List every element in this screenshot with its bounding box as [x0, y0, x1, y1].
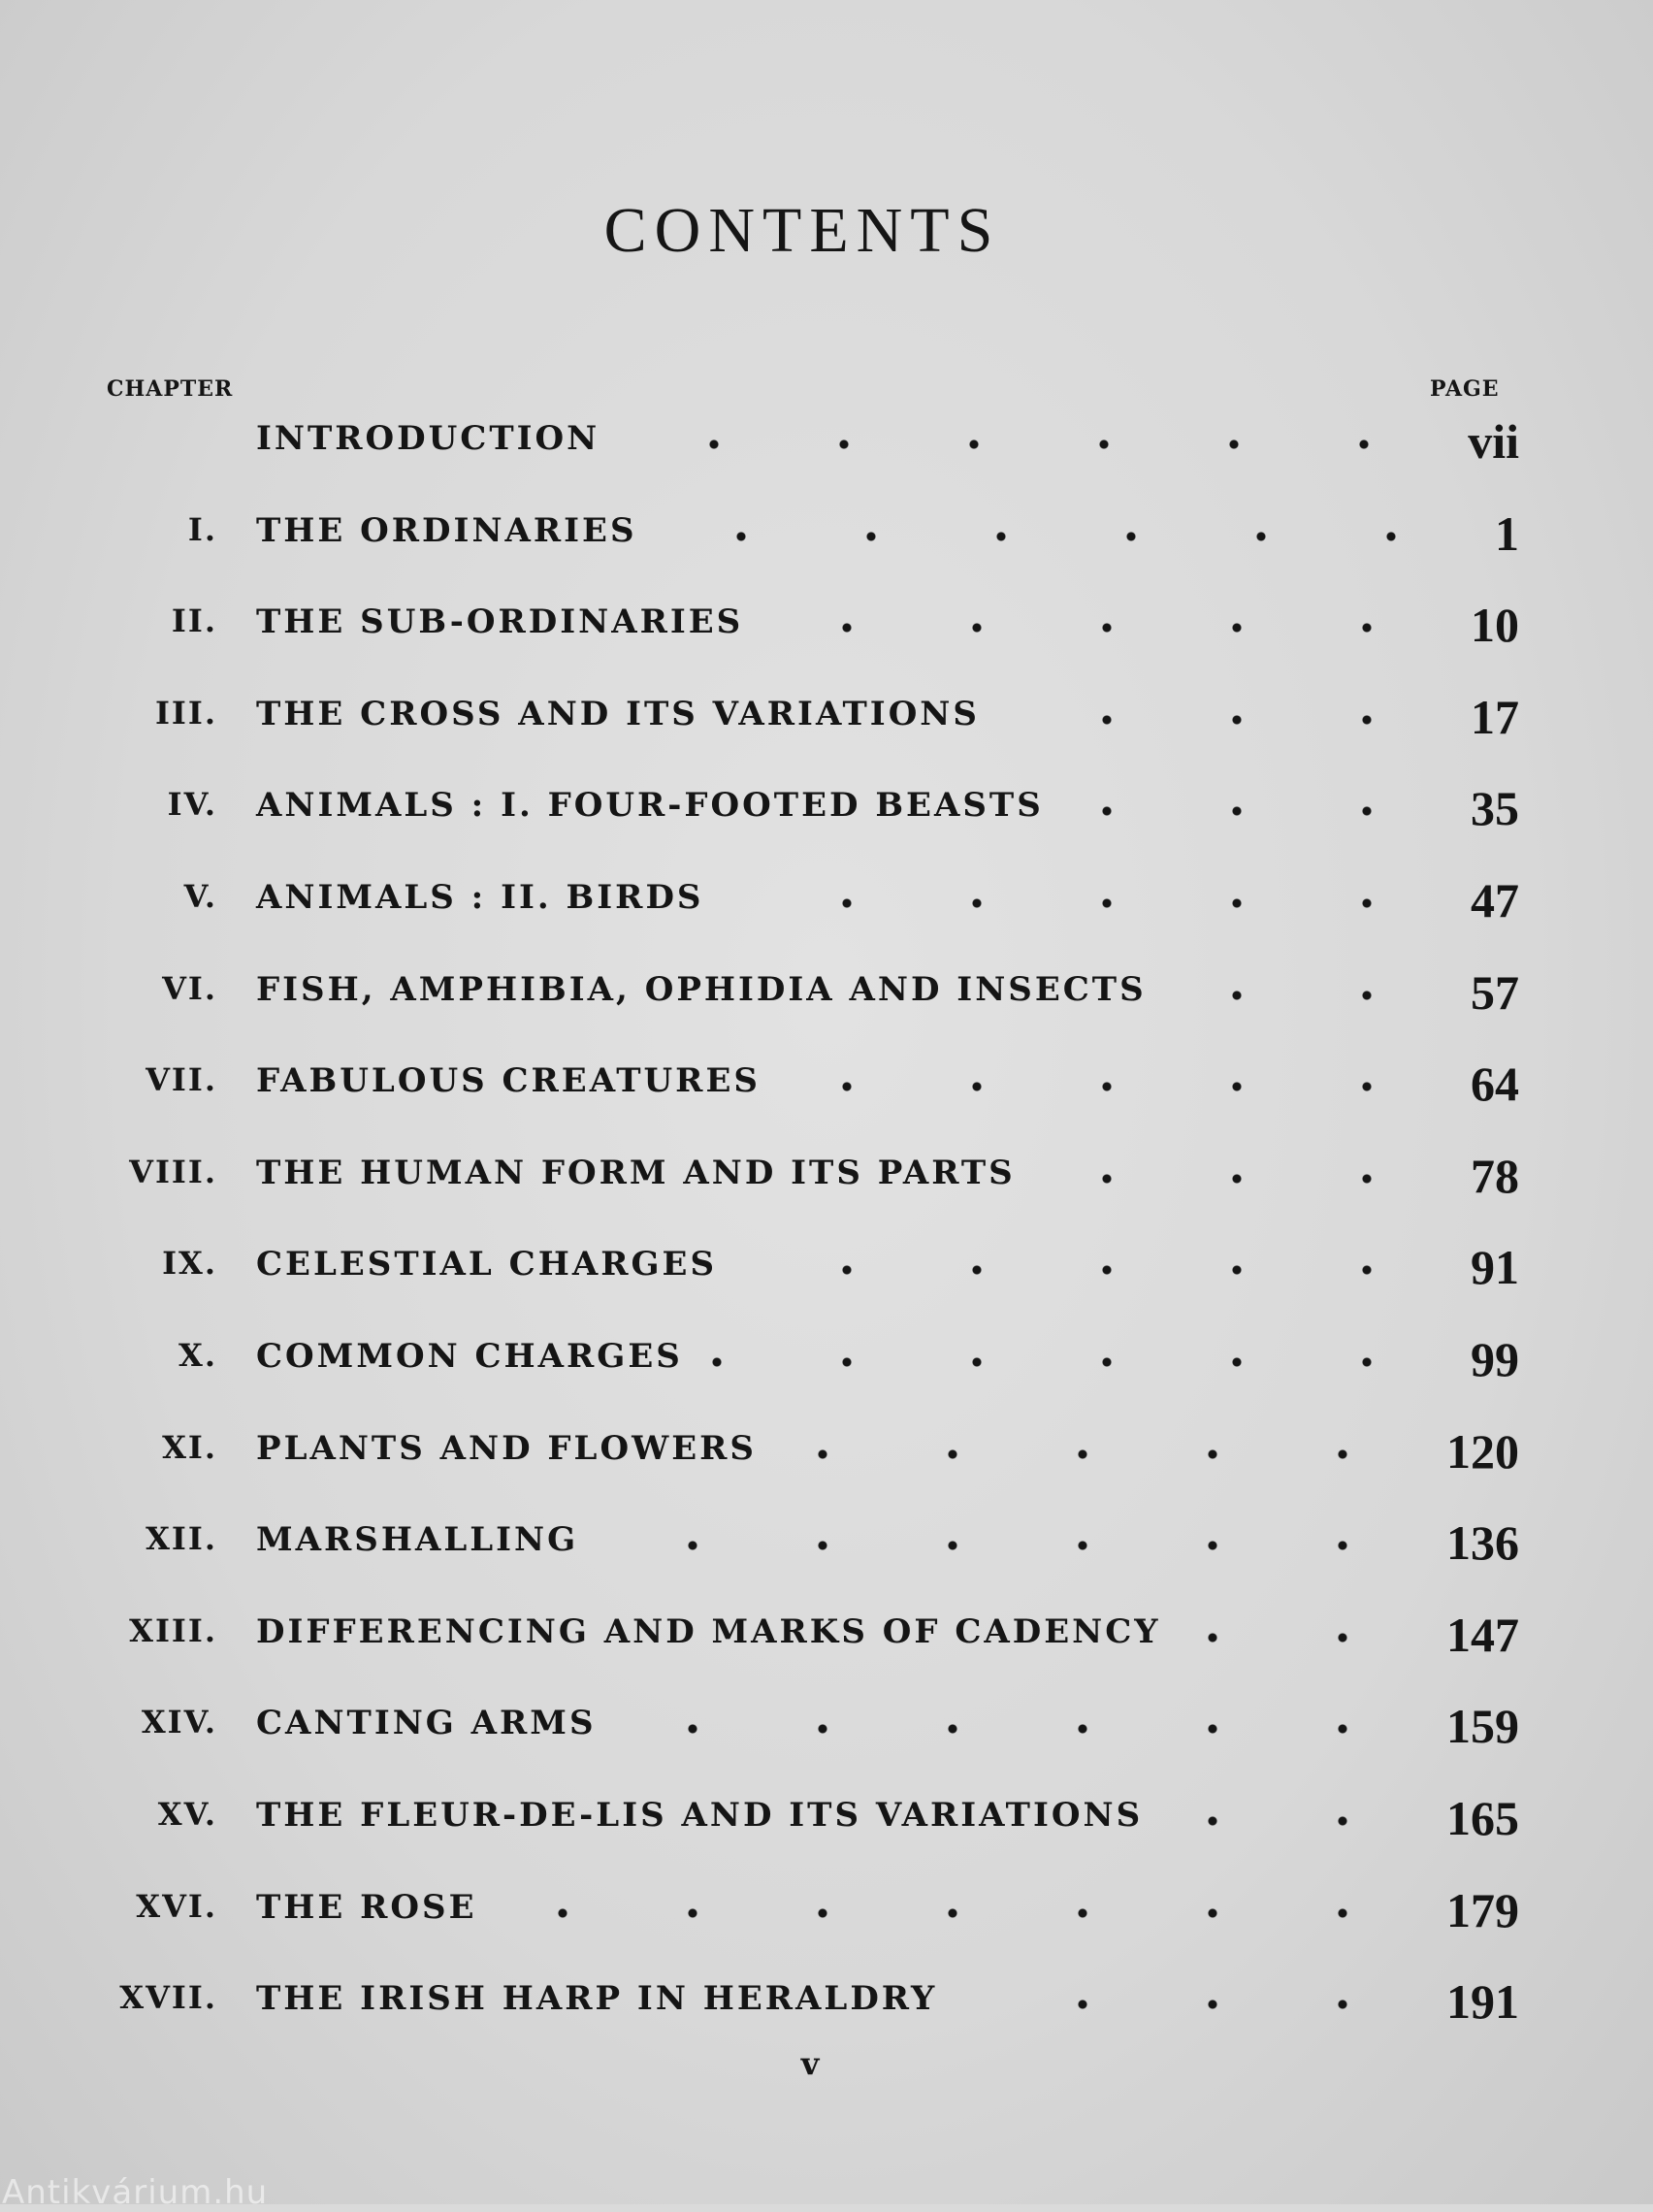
page-number: vii — [1468, 414, 1519, 469]
toc-entry — [0, 1974, 1653, 2047]
page-number: 35 — [1471, 781, 1519, 835]
page-number: 179 — [1446, 1883, 1519, 1937]
chapter-number: XVII. — [119, 1979, 217, 2016]
page-number: 147 — [1446, 1608, 1519, 1662]
toc-entry — [0, 965, 1653, 1038]
chapter-number: VI. — [162, 970, 217, 1007]
chapter-number: VIII. — [129, 1154, 217, 1190]
dot-leader — [790, 1067, 1432, 1106]
chapter-number: XIV. — [141, 1704, 217, 1740]
page-number: 1 — [1495, 506, 1519, 561]
chapter-title: THE CROSS AND ITS VARIATIONS — [256, 695, 980, 733]
toc-entry — [0, 1424, 1653, 1497]
page-number: 120 — [1446, 1424, 1519, 1479]
chapter-number: II. — [171, 602, 217, 639]
page-number: 159 — [1446, 1699, 1519, 1753]
dot-leader — [607, 1526, 1408, 1565]
page-number: 57 — [1471, 965, 1519, 1020]
chapter-number: XIII. — [129, 1612, 217, 1649]
chapter-number: XI. — [162, 1429, 217, 1466]
dot-leader — [506, 1894, 1408, 1933]
page-title: CONTENTS — [603, 195, 1001, 266]
toc-entry — [0, 1057, 1653, 1129]
chapter-title: INTRODUCTION — [256, 419, 600, 458]
page-column-header: PAGE — [1430, 376, 1500, 402]
dot-leader — [786, 1435, 1408, 1474]
chapter-title: THE ROSE — [256, 1888, 477, 1927]
toc-entry — [0, 506, 1653, 579]
page-number: 91 — [1471, 1240, 1519, 1294]
toc-entry — [0, 1608, 1653, 1680]
chapter-title: THE SUB-ORDINARIES — [256, 602, 744, 641]
page-number: 136 — [1446, 1515, 1519, 1570]
dot-leader — [772, 608, 1432, 647]
dot-leader — [732, 884, 1432, 923]
toc-entry — [0, 1791, 1653, 1864]
toc-entry — [0, 598, 1653, 670]
dot-leader — [629, 425, 1429, 464]
dot-leader — [1045, 1159, 1432, 1198]
page-number: 78 — [1471, 1149, 1519, 1203]
toc-entry — [0, 873, 1653, 946]
dot-leader — [1073, 792, 1432, 830]
toc-entry — [0, 1332, 1653, 1405]
toc-entry — [0, 1883, 1653, 1956]
page-number: 17 — [1471, 690, 1519, 744]
chapter-number: VII. — [146, 1061, 217, 1098]
chapter-column-header: CHAPTER — [107, 376, 234, 402]
dot-leader — [1176, 976, 1432, 1015]
chapter-title: FABULOUS CREATURES — [256, 1061, 761, 1100]
dot-leader — [966, 1985, 1408, 2024]
chapter-number: V. — [183, 878, 217, 915]
dot-leader — [1172, 1802, 1408, 1840]
dot-leader — [712, 1343, 1432, 1382]
chapter-number: III. — [154, 695, 217, 732]
toc-entry — [0, 1149, 1653, 1221]
watermark: Antikvárium.hu — [2, 2173, 269, 2212]
page-number: 165 — [1446, 1791, 1519, 1845]
chapter-title: THE HUMAN FORM AND ITS PARTS — [256, 1154, 1016, 1192]
chapter-number: I. — [187, 511, 217, 548]
chapter-number: X. — [178, 1337, 217, 1374]
page-number: 99 — [1471, 1332, 1519, 1386]
dot-leader — [1190, 1618, 1408, 1657]
chapter-title: CELESTIAL CHARGES — [256, 1245, 718, 1284]
page-number: 191 — [1446, 1974, 1519, 2029]
chapter-title: MARSHALLING — [256, 1520, 579, 1559]
dot-leader — [1009, 700, 1432, 739]
toc-entry — [0, 781, 1653, 854]
chapter-title: DIFFERENCING AND MARKS OF CADENCY — [256, 1612, 1161, 1651]
toc-entry — [0, 690, 1653, 763]
chapter-number: XVI. — [136, 1888, 217, 1925]
chapter-number: XV. — [157, 1796, 217, 1833]
chapter-title: THE ORDINARIES — [256, 511, 637, 550]
chapter-title: FISH, AMPHIBIA, OPHIDIA AND INSECTS — [256, 970, 1147, 1009]
page-number: 47 — [1471, 873, 1519, 927]
toc-entry — [0, 1240, 1653, 1313]
dot-leader — [626, 1709, 1408, 1748]
chapter-number: XII. — [146, 1520, 217, 1557]
chapter-title: THE IRISH HARP IN HERALDRY — [256, 1979, 938, 2018]
page-folio: v — [800, 2045, 820, 2082]
chapter-title: THE FLEUR-DE-LIS AND ITS VARIATIONS — [256, 1796, 1144, 1835]
chapter-number: IX. — [162, 1245, 217, 1282]
chapter-title: ANIMALS : II. BIRDS — [256, 878, 704, 917]
page-number: 10 — [1471, 598, 1519, 652]
chapter-number: IV. — [167, 786, 217, 823]
dot-leader — [746, 1251, 1432, 1289]
toc-entry — [0, 1699, 1653, 1772]
chapter-title: ANIMALS : I. FOUR-FOOTED BEASTS — [256, 786, 1044, 825]
chapter-title: COMMON CHARGES — [256, 1337, 683, 1376]
toc-entry — [0, 414, 1653, 487]
dot-leader — [666, 517, 1456, 556]
chapter-title: PLANTS AND FLOWERS — [256, 1429, 757, 1468]
chapter-title: CANTING ARMS — [256, 1704, 597, 1742]
toc-entry — [0, 1515, 1653, 1588]
page-number: 64 — [1471, 1057, 1519, 1111]
